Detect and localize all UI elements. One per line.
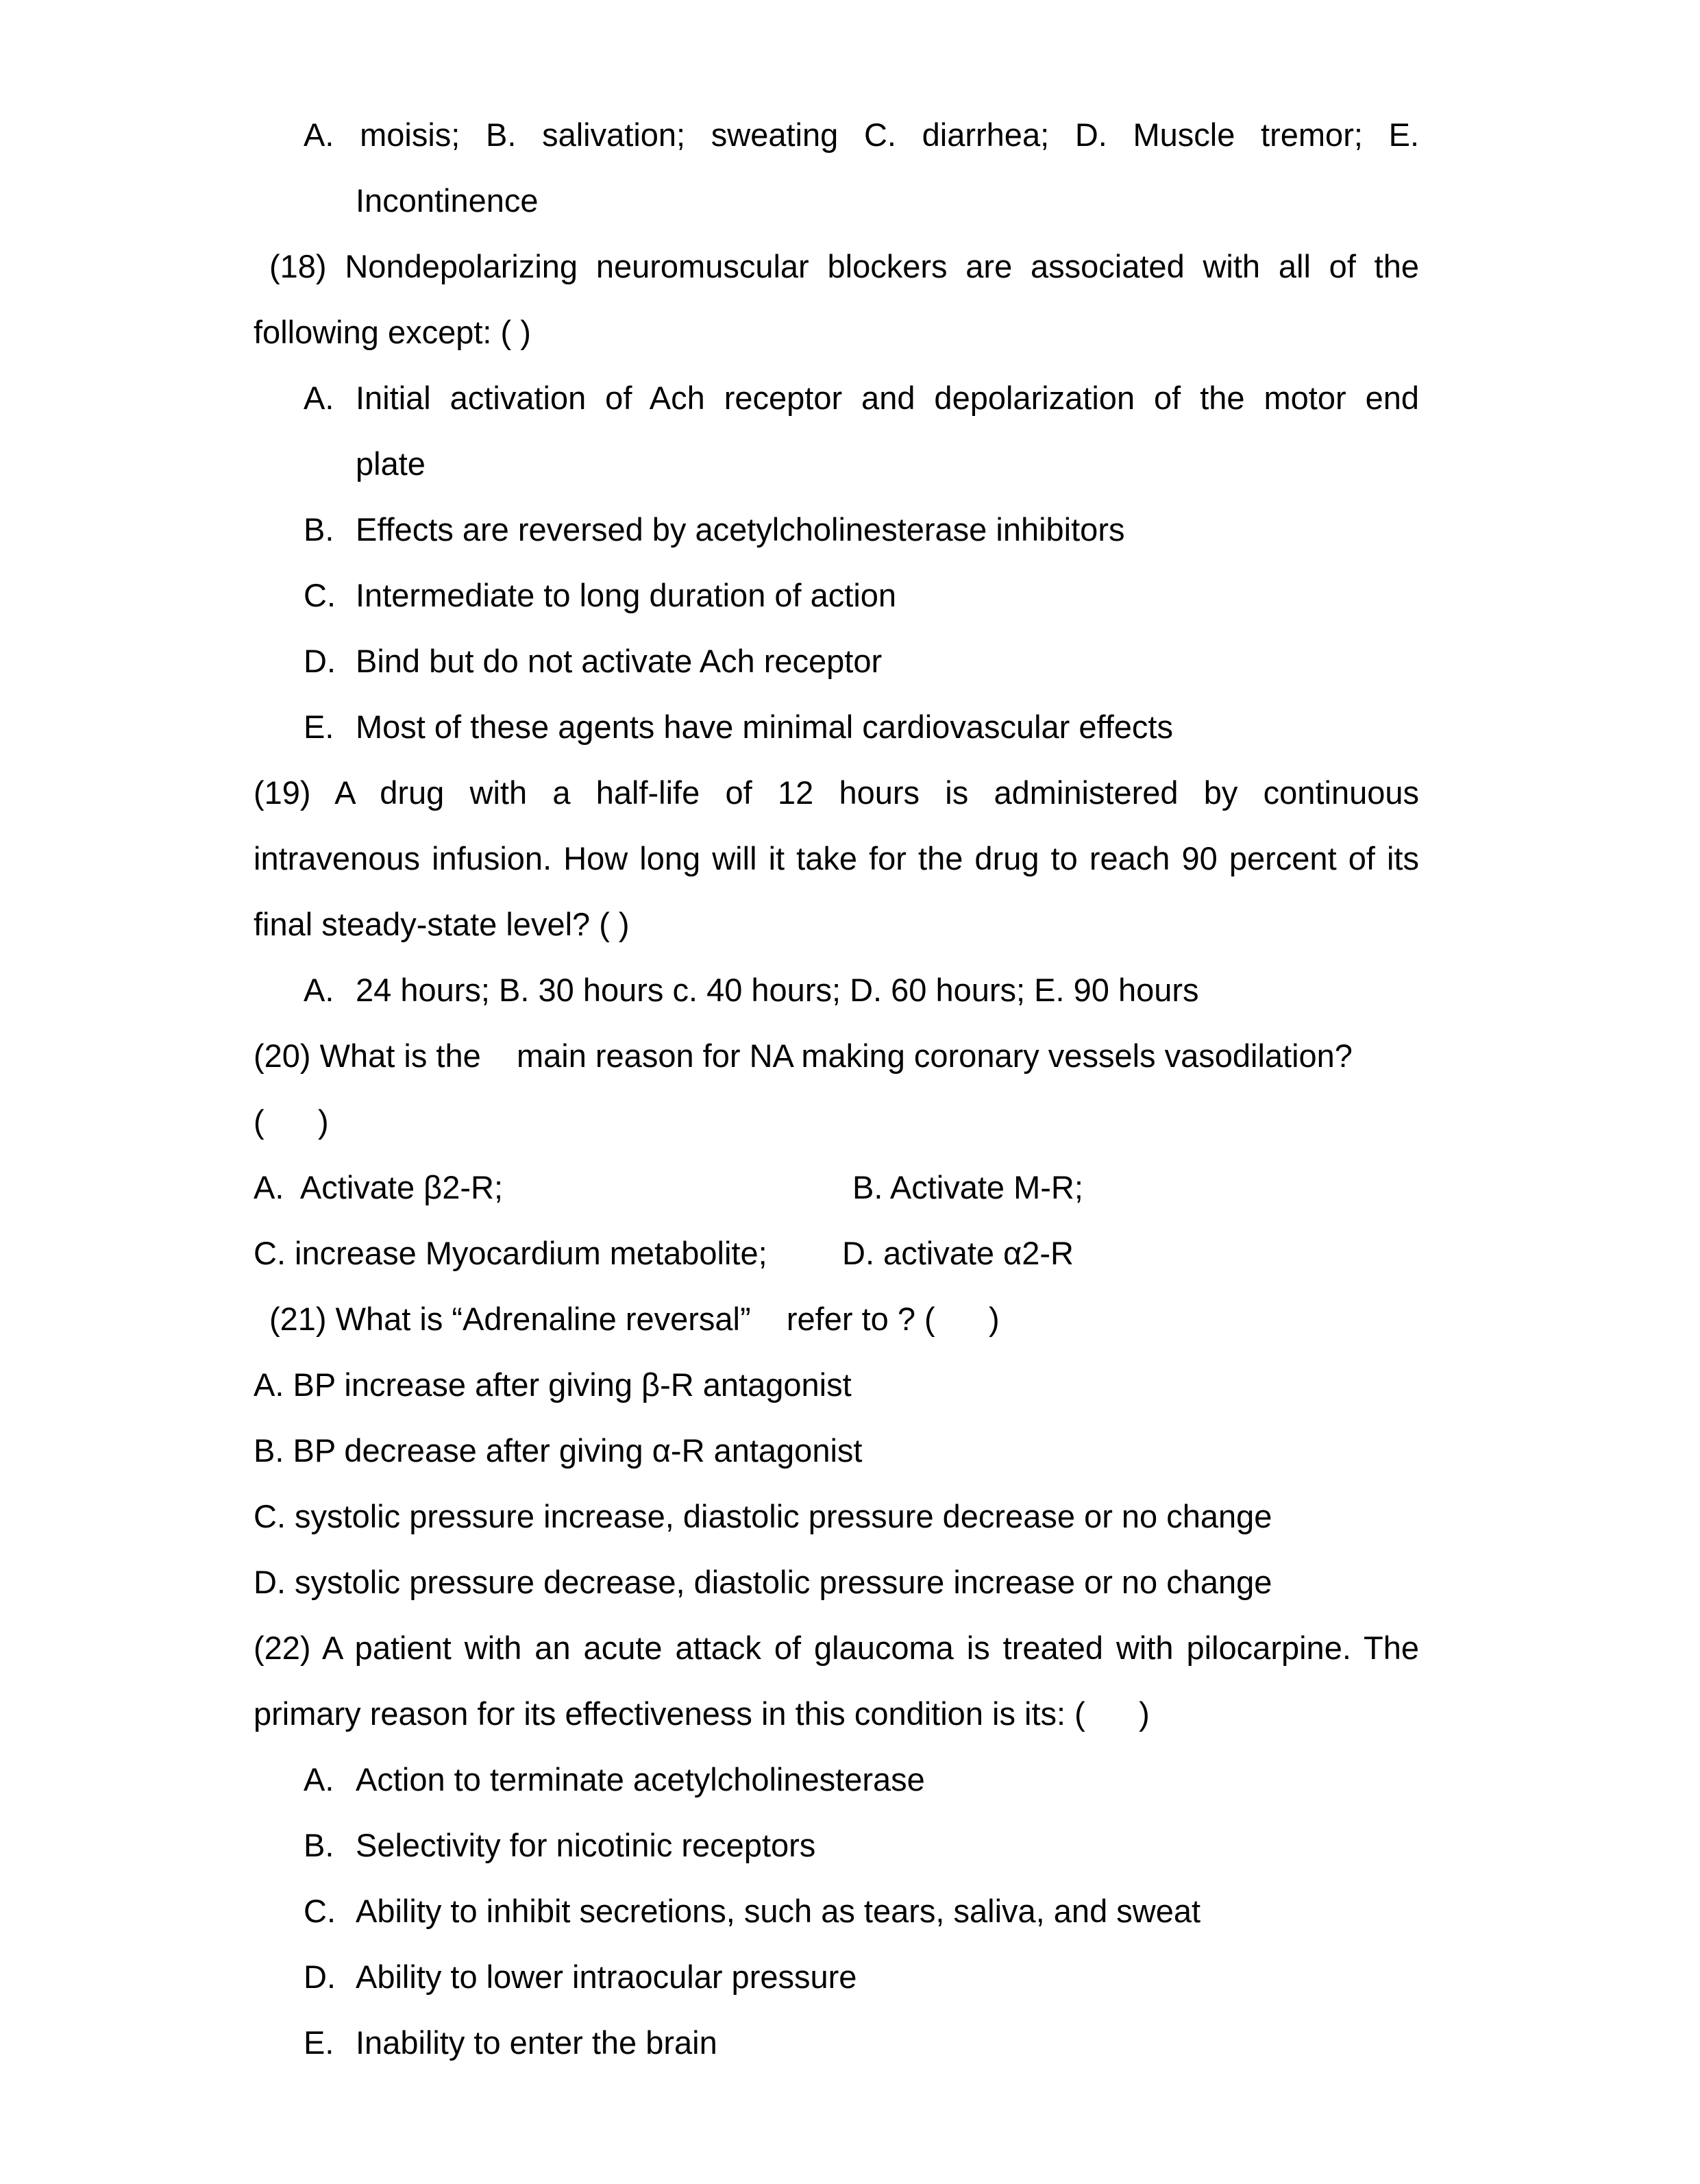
q22-stem-line2: primary reason for its effectiveness in this condition is its: ( ) [254, 1695, 1150, 1732]
q21-option-b: B. BP decrease after giving α-R antagonist [254, 1432, 863, 1469]
option-text: Ability to inhibit secretions, such as tears, saliva, and sweat [356, 1893, 1201, 1929]
q18-option-a [304, 378, 1419, 419]
option-letter: A. [304, 1761, 334, 1797]
option-text: Inability to enter the brain [356, 2024, 717, 2061]
option-letter: D. [304, 1959, 336, 1995]
q20-option-d: D. activate α2-R [842, 1235, 1074, 1271]
q21-option-a: A. BP increase after giving β-R antagonist [254, 1366, 852, 1403]
option-letter: C. [304, 577, 336, 613]
option-text: Bind but do not activate Ach receptor [356, 643, 883, 679]
q19-stem-line2: intravenous infusion. How long will it take for the drug to reach 90 percent of its [254, 840, 1419, 876]
option-text: Effects are reversed by acetylcholinesterase inhibitors [356, 511, 1125, 548]
option-letter: D. [304, 643, 336, 679]
q20-stem-line2: ( ) [254, 1103, 329, 1140]
q20-option-c: C. increase Myocardium metabolite; [254, 1235, 767, 1271]
option-letter: A. [304, 972, 334, 1008]
option-letter: C. [304, 1893, 336, 1929]
q18-stem-line1: (18) Nondepolarizing neuromuscular blockers are associated with all of the [269, 248, 1419, 284]
option-text: Most of these agents have minimal cardiovascular effects [356, 709, 1173, 745]
q22-stem-line1: (22) A patient with an acute attack of glaucoma is treated with pilocarpine. The [254, 1630, 1419, 1666]
q20-option-a: A. Activate β2-R; [254, 1169, 503, 1205]
option-letter: B. [304, 1827, 334, 1863]
q20-option-b: B. Activate M-R; [852, 1169, 1083, 1205]
option-letter: E. [304, 2024, 334, 2061]
q17-options-continuation: Incontinence [356, 182, 539, 219]
q19-stem-line1: (19) A drug with a half-life of 12 hours is administered by continuous [254, 774, 1419, 811]
option-text: Intermediate to long duration of action [356, 577, 897, 613]
option-text: Selectivity for nicotinic receptors [356, 1827, 816, 1863]
q21-stem: (21) What is “Adrenaline reversal” refer to ? ( ) [269, 1301, 1000, 1337]
q21-option-d: D. systolic pressure decrease, diastolic pressure increase or no change [254, 1564, 1272, 1600]
option-text: Ability to lower intraocular pressure [356, 1959, 857, 1995]
option-text: Initial activation of Ach receptor and depolarization of the motor end [356, 380, 1419, 416]
q18-stem-line2: following except: ( ) [254, 314, 531, 350]
q18-option-a-continuation: plate [356, 445, 426, 482]
q21-option-c: C. systolic pressure increase, diastolic pressure decrease or no change [254, 1498, 1272, 1534]
q20-stem-line1: (20) What is the main reason for NA making coronary vessels vasodilation? [254, 1038, 1353, 1074]
option-letter: A. [304, 380, 334, 416]
q19-stem-line3: final steady-state level? ( ) [254, 906, 630, 942]
option-text: 24 hours; B. 30 hours c. 40 hours; D. 60 hours; E. 90 hours [356, 972, 1199, 1008]
q17-options-line: A. moisis; B. salivation; sweating C. diarrhea; D. Muscle tremor; E. [304, 116, 1419, 153]
option-letter: E. [304, 709, 334, 745]
option-letter: B. [304, 511, 334, 548]
option-text: Action to terminate acetylcholinesterase [356, 1761, 925, 1797]
